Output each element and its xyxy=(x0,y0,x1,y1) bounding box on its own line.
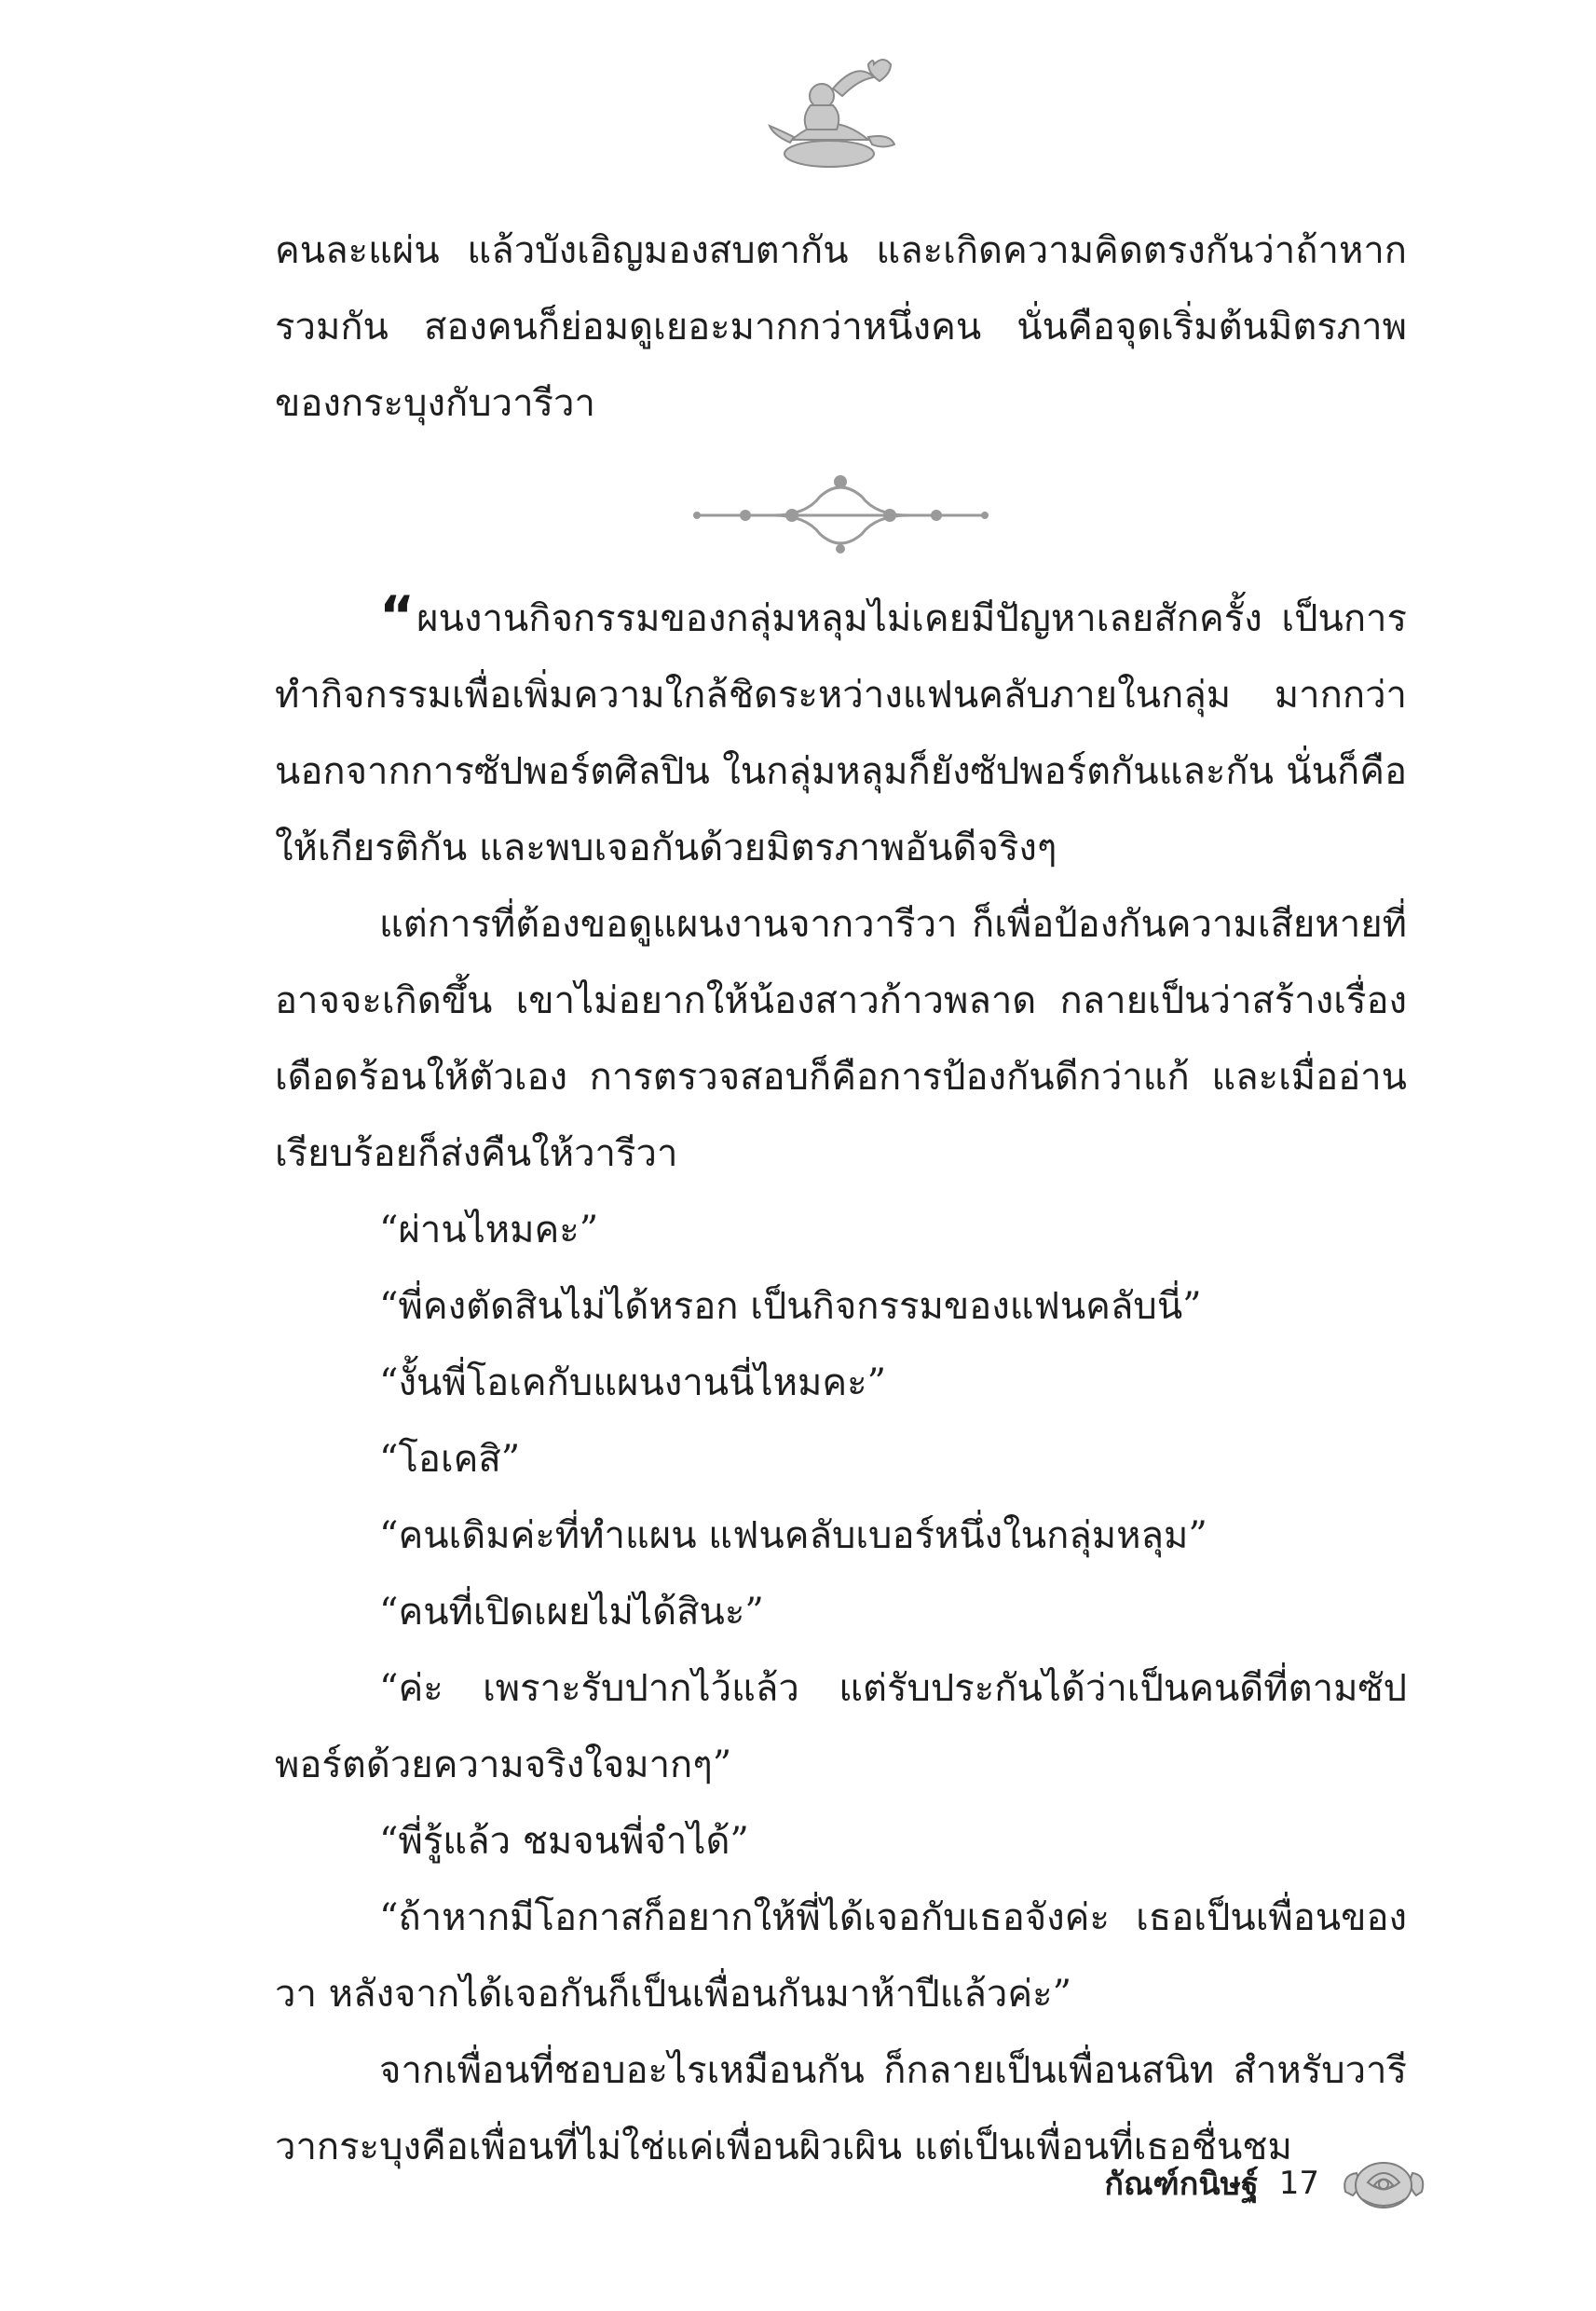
author-name: กัณฑ์กนิษฐ์ xyxy=(1104,2166,1259,2203)
paragraph-2: แต่การที่ต้องขอดูแผนงานจากวารีวา ก็เพื่อป้องกันความเสียหายที่อาจจะเกิดขึ้น เขาไม่อยากให้น้องสาวก้าวพลาด กลายเป็นว่าสร้างเรื่องเดือดร้อนให้ตัวเอง การตรวจสอบก็คือการป้องกันดีกว่าแก้ และเมื่ออ่านเรียบร้อยก็ส่งคืนให้วารีวา xyxy=(275,903,1407,1175)
dialogue-line: “พี่คงตัดสินไม่ได้หรอก เป็นกิจกรรมของแฟนคลับนี่” xyxy=(379,1285,1202,1328)
dialogue-line: “คนเดิมค่ะที่ทำแผน แฟนคลับเบอร์หนึ่งในกลุ่มหลุม” xyxy=(379,1514,1207,1557)
page-number: 17 xyxy=(1278,2165,1319,2202)
dialogue-line: “ค่ะ เพราะรับปากไว้แล้ว แต่รับประกันได้ว่าเป็นคนดีที่ตามซัปพอร์ตด้วยความจริงใจมากๆ” xyxy=(275,1667,1407,1786)
top-paragraph-block xyxy=(275,212,1407,442)
rose-ornament-icon xyxy=(1340,2154,1428,2212)
dialogue-line: “คนที่เปิดเผยไม่ได้สินะ” xyxy=(379,1591,764,1634)
main-text-block xyxy=(275,578,1407,2185)
top-paragraph: คนละแผ่น แล้วบังเอิญมองสบตากัน และเกิดความคิดตรงกันว่าถ้าหากรวมกัน สองคนก็ย่อมดูเยอะมากกว่าหนึ่งคน นั่นคือจุดเริ่มต้นมิตรภาพของกระบุงกับวารีวา xyxy=(275,229,1407,425)
dialogue-line: “ถ้าหากมีโอกาสก็อยากให้พี่ได้เจอกับเธอจังค่ะ เธอเป็นเพื่อนของวา หลังจากได้เจอกันก็เป็นเพื่อนกันมาห้าปีแล้วค่ะ” xyxy=(275,1896,1407,2016)
page-footer xyxy=(1104,2154,1428,2212)
dialogue-line: “โอเคสิ” xyxy=(379,1438,521,1481)
dialogue-line: “ผ่านไหมคะ” xyxy=(379,1209,599,1251)
paragraph-final: จากเพื่อนที่ชอบอะไรเหมือนกัน ก็กลายเป็นเพื่อนสนิท สำหรับวารีวากระบุงคือเพื่อนที่ไม่ใช่แค่เพื่อนผิวเผิน แต่เป็นเพื่อนที่เธอชื่นชม xyxy=(275,2049,1407,2168)
open-quote-mark: “ xyxy=(379,584,410,648)
scroll-divider-ornament-icon xyxy=(689,471,992,559)
cupid-teapot-ornament-icon xyxy=(764,51,904,177)
dialogue-line: “งั้นพี่โอเคกับแผนงานนี่ไหมคะ” xyxy=(379,1361,887,1404)
dialogue-line: “พี่รู้แล้ว ชมจนพี่จำได้” xyxy=(379,1820,749,1863)
paragraph-1 xyxy=(275,578,1407,886)
paragraph-1-text: ผนงานกิจกรรมของกลุ่มหลุมไม่เคยมีปัญหาเลยสักครั้ง เป็นการทำกิจกรรมเพื่อเพิ่มความใกล้ชิดระหว่างแฟนคลับภายในกลุ่ม มากกว่า นอกจากการซัปพอร์ตศิลปิน ในกลุ่มหลุมก็ยังซัปพอร์ตกันและกัน นั่นก็คือให้เกียรติกัน และพบเจอกันด้วยมิตรภาพอันดีจริงๆ xyxy=(275,597,1407,869)
